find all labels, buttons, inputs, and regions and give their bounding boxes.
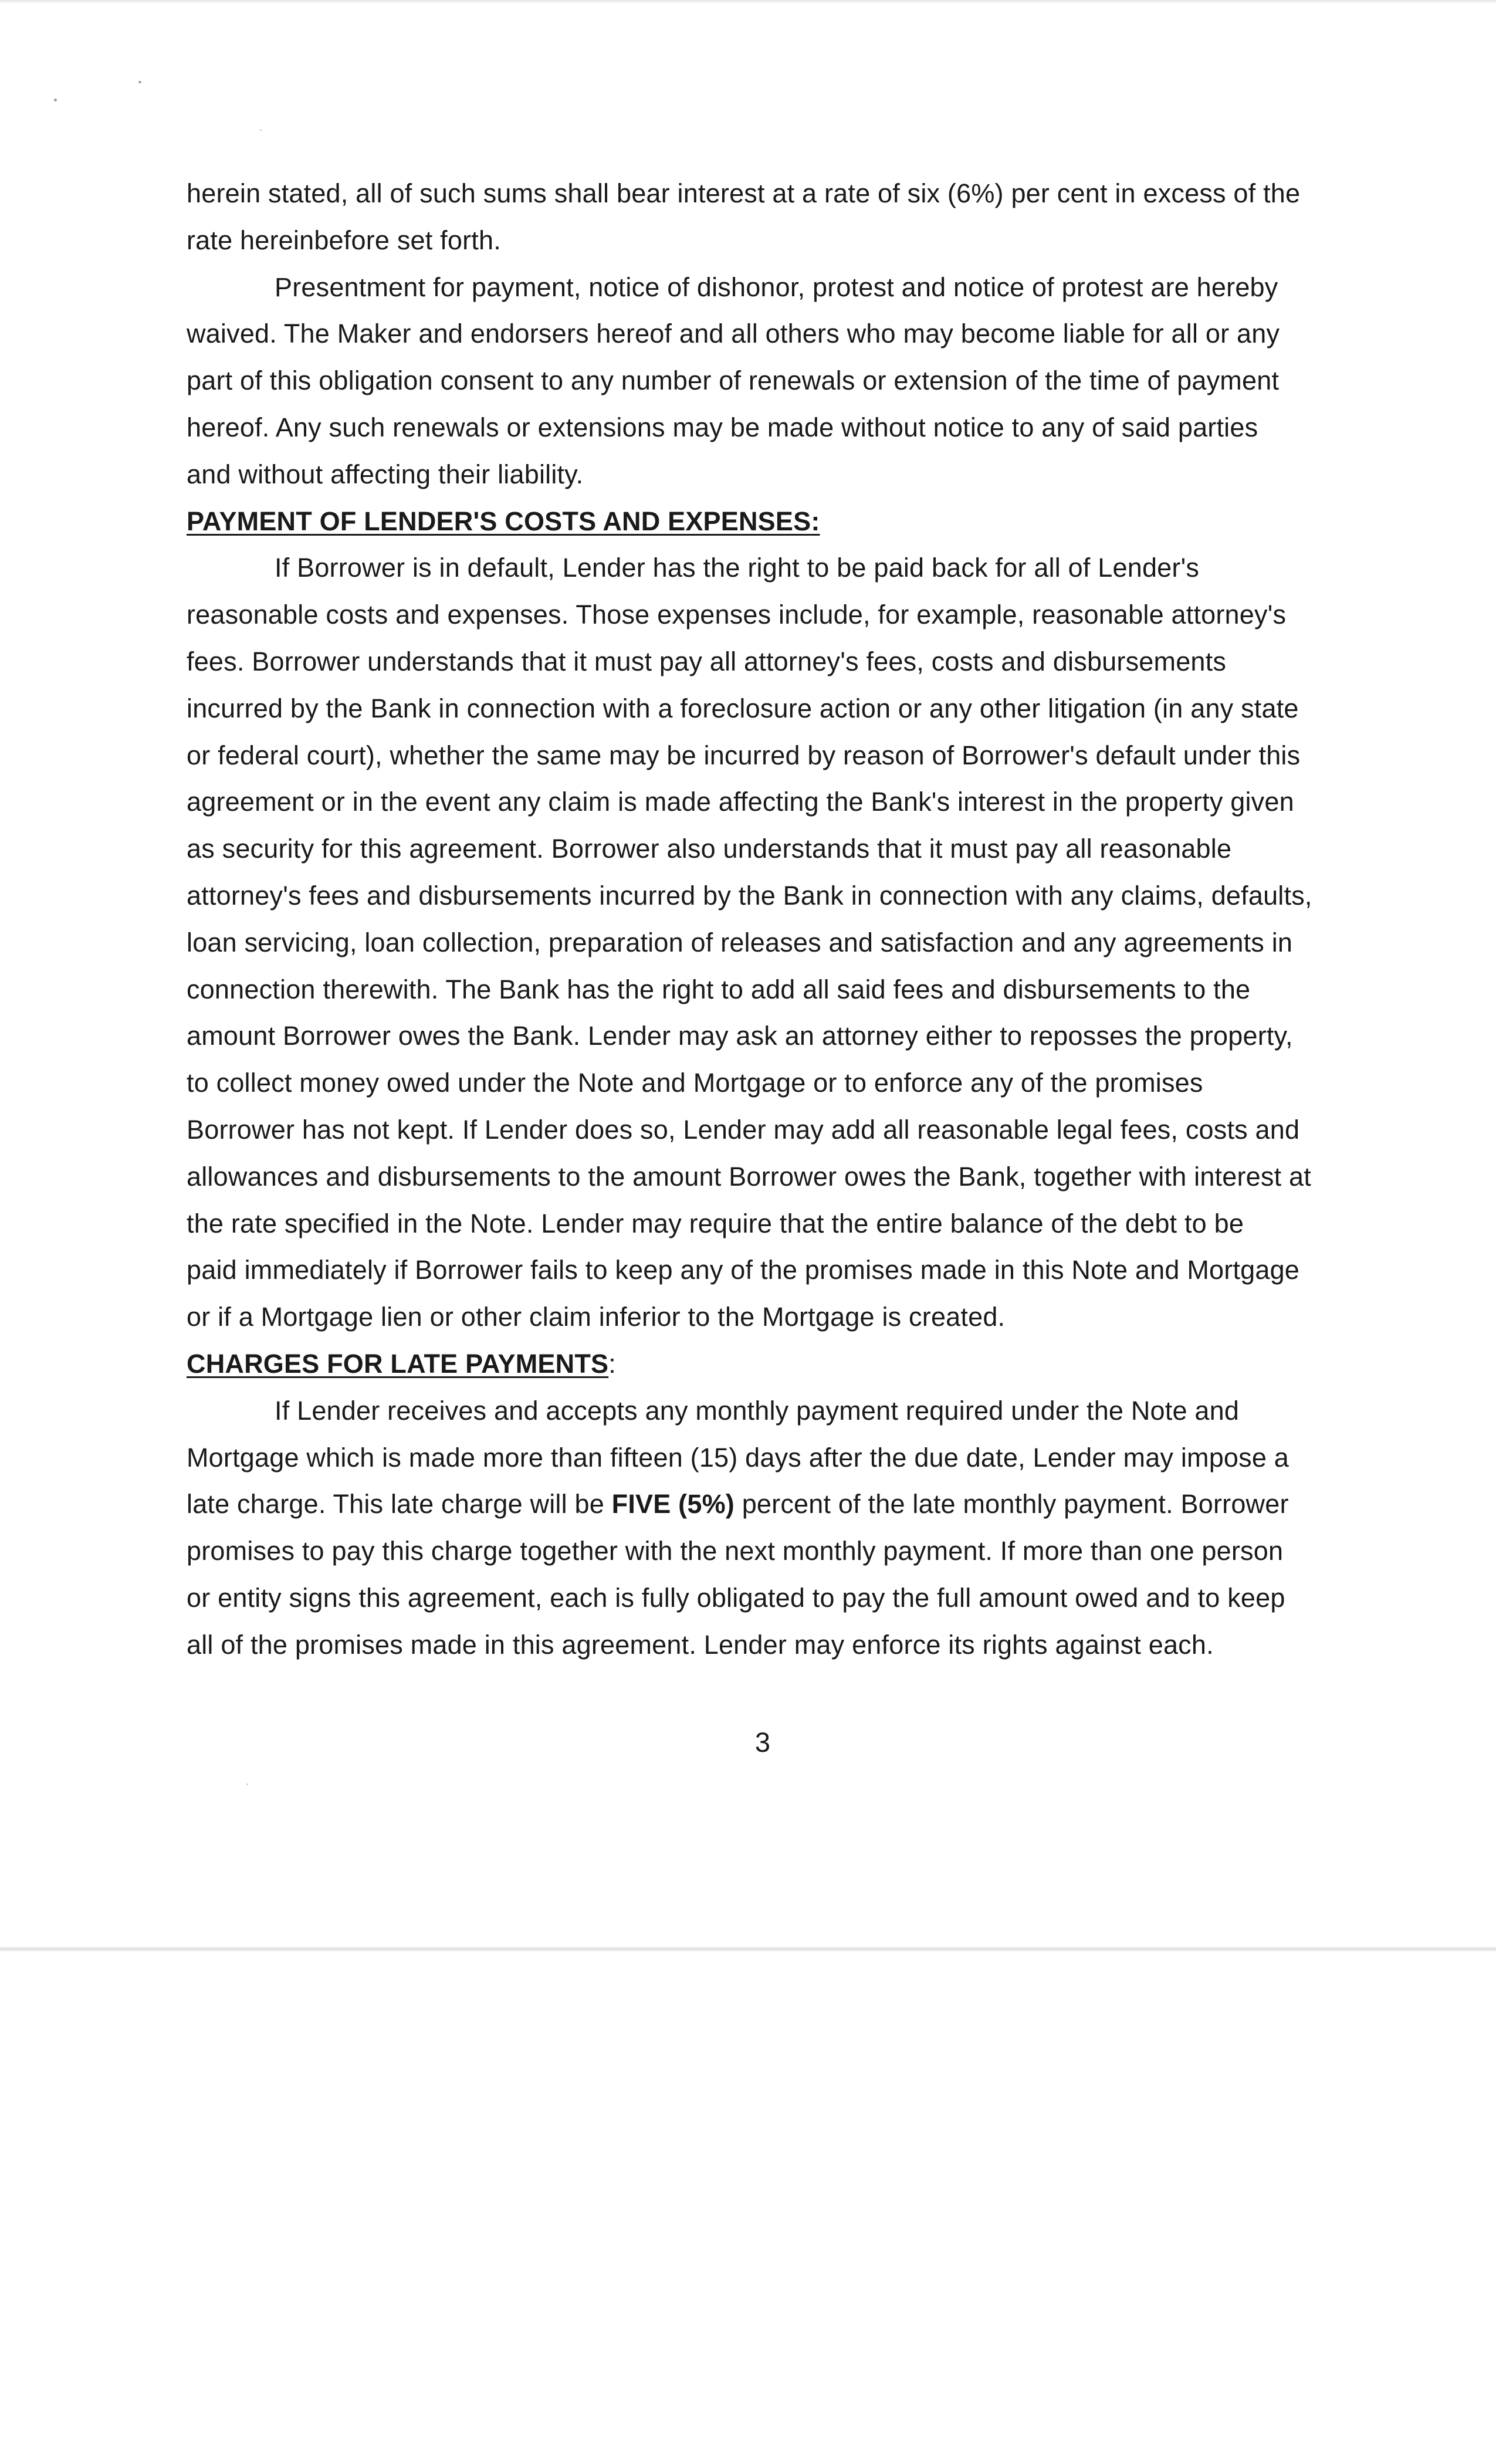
text-line: rate hereinbefore set forth. [187, 225, 501, 255]
text-line: If Borrower is in default, Lender has the right to be paid back for all of Lender's [275, 553, 1200, 583]
text-line [187, 1481, 1336, 1528]
text-line: loan servicing, loan collection, preparation of releases and satisfaction and any agreements in [187, 927, 1293, 957]
scan-speck [138, 81, 141, 83]
text-line: and without affecting their liability. [187, 459, 584, 489]
section-heading-late-text: CHARGES FOR LATE PAYMENTS [187, 1348, 609, 1379]
text-line: hereof. Any such renewals or extensions may be made without notice to any of said parties [187, 412, 1258, 442]
text-line: waived. The Maker and endorsers hereof and all others who may become liable for all or any [187, 319, 1280, 349]
text-segment: percent of the late monthly payment. Borrower [735, 1489, 1289, 1519]
text-line: or entity signs this agreement, each is fully obligated to pay the full amount owed and to keep [187, 1582, 1285, 1613]
text-line: amount Borrower owes the Bank. Lender may ask an attorney either to reposses the property, [187, 1021, 1293, 1051]
text-line: fees. Borrower understands that it must pay all attorney's fees, costs and disbursements [187, 646, 1227, 676]
document-body [187, 170, 1336, 1668]
text-segment: late charge. This late charge will be [187, 1489, 612, 1519]
scan-edge-bottom [0, 1947, 1496, 1952]
text-line: paid immediately if Borrower fails to keep any of the promises made in this Note and Mortgage [187, 1255, 1300, 1285]
section-heading-costs-colon: : [811, 506, 820, 536]
section-heading-costs-text: PAYMENT OF LENDER'S COSTS AND EXPENSES [187, 506, 811, 536]
text-line: Borrower has not kept. If Lender does so, Lender may add all reasonable legal fees, costs and [187, 1114, 1300, 1145]
text-line: connection therewith. The Bank has the right to add all said fees and disbursements to the [187, 974, 1251, 1004]
scan-edge-top [0, 0, 1496, 4]
text-line: attorney's fees and disbursements incurred by the Bank in connection with any claims, defaults, [187, 880, 1312, 911]
text-line: all of the promises made in this agreement. Lender may enforce its rights against each. [187, 1629, 1214, 1660]
scan-speck [260, 129, 262, 131]
text-line: or if a Mortgage lien or other claim inferior to the Mortgage is created. [187, 1302, 1006, 1332]
page-number: 3 [754, 1727, 771, 1758]
text-line: Mortgage which is made more than fifteen (15) days after the due date, Lender may impose a [187, 1442, 1289, 1473]
text-line: or federal court), whether the same may be incurred by reason of Borrower's default under this [187, 740, 1301, 770]
section-heading-costs [187, 498, 1336, 545]
section-heading-late-colon: : [608, 1348, 616, 1379]
text-line: promises to pay this charge together with the next monthly payment. If more than one person [187, 1536, 1284, 1566]
text-line: incurred by the Bank in connection with a foreclosure action or any other litigation (in any state [187, 693, 1299, 723]
section-heading-late [187, 1341, 1336, 1387]
scan-speck [54, 99, 57, 101]
text-line: herein stated, all of such sums shall bear interest at a rate of six (6%) per cent in excess of the [187, 178, 1301, 208]
text-line: reasonable costs and expenses. Those expenses include, for example, reasonable attorney's [187, 600, 1287, 630]
late-charge-rate: FIVE (5%) [611, 1489, 735, 1519]
text-line: as security for this agreement. Borrower also understands that it must pay all reasonable [187, 834, 1232, 864]
text-line: the rate specified in the Note. Lender may require that the entire balance of the debt to be [187, 1208, 1244, 1238]
text-line: part of this obligation consent to any number of renewals or extension of the time of payment [187, 365, 1280, 396]
scan-speck [246, 1783, 248, 1785]
text-line: allowances and disbursements to the amount Borrower owes the Bank, together with interest at [187, 1161, 1311, 1192]
text-line: agreement or in the event any claim is made affecting the Bank's interest in the property given [187, 787, 1294, 817]
text-line: to collect money owed under the Note and Mortgage or to enforce any of the promises [187, 1068, 1203, 1098]
text-line: Presentment for payment, notice of dishonor, protest and notice of protest are hereby [275, 272, 1278, 302]
text-line: If Lender receives and accepts any monthly payment required under the Note and [275, 1395, 1240, 1426]
